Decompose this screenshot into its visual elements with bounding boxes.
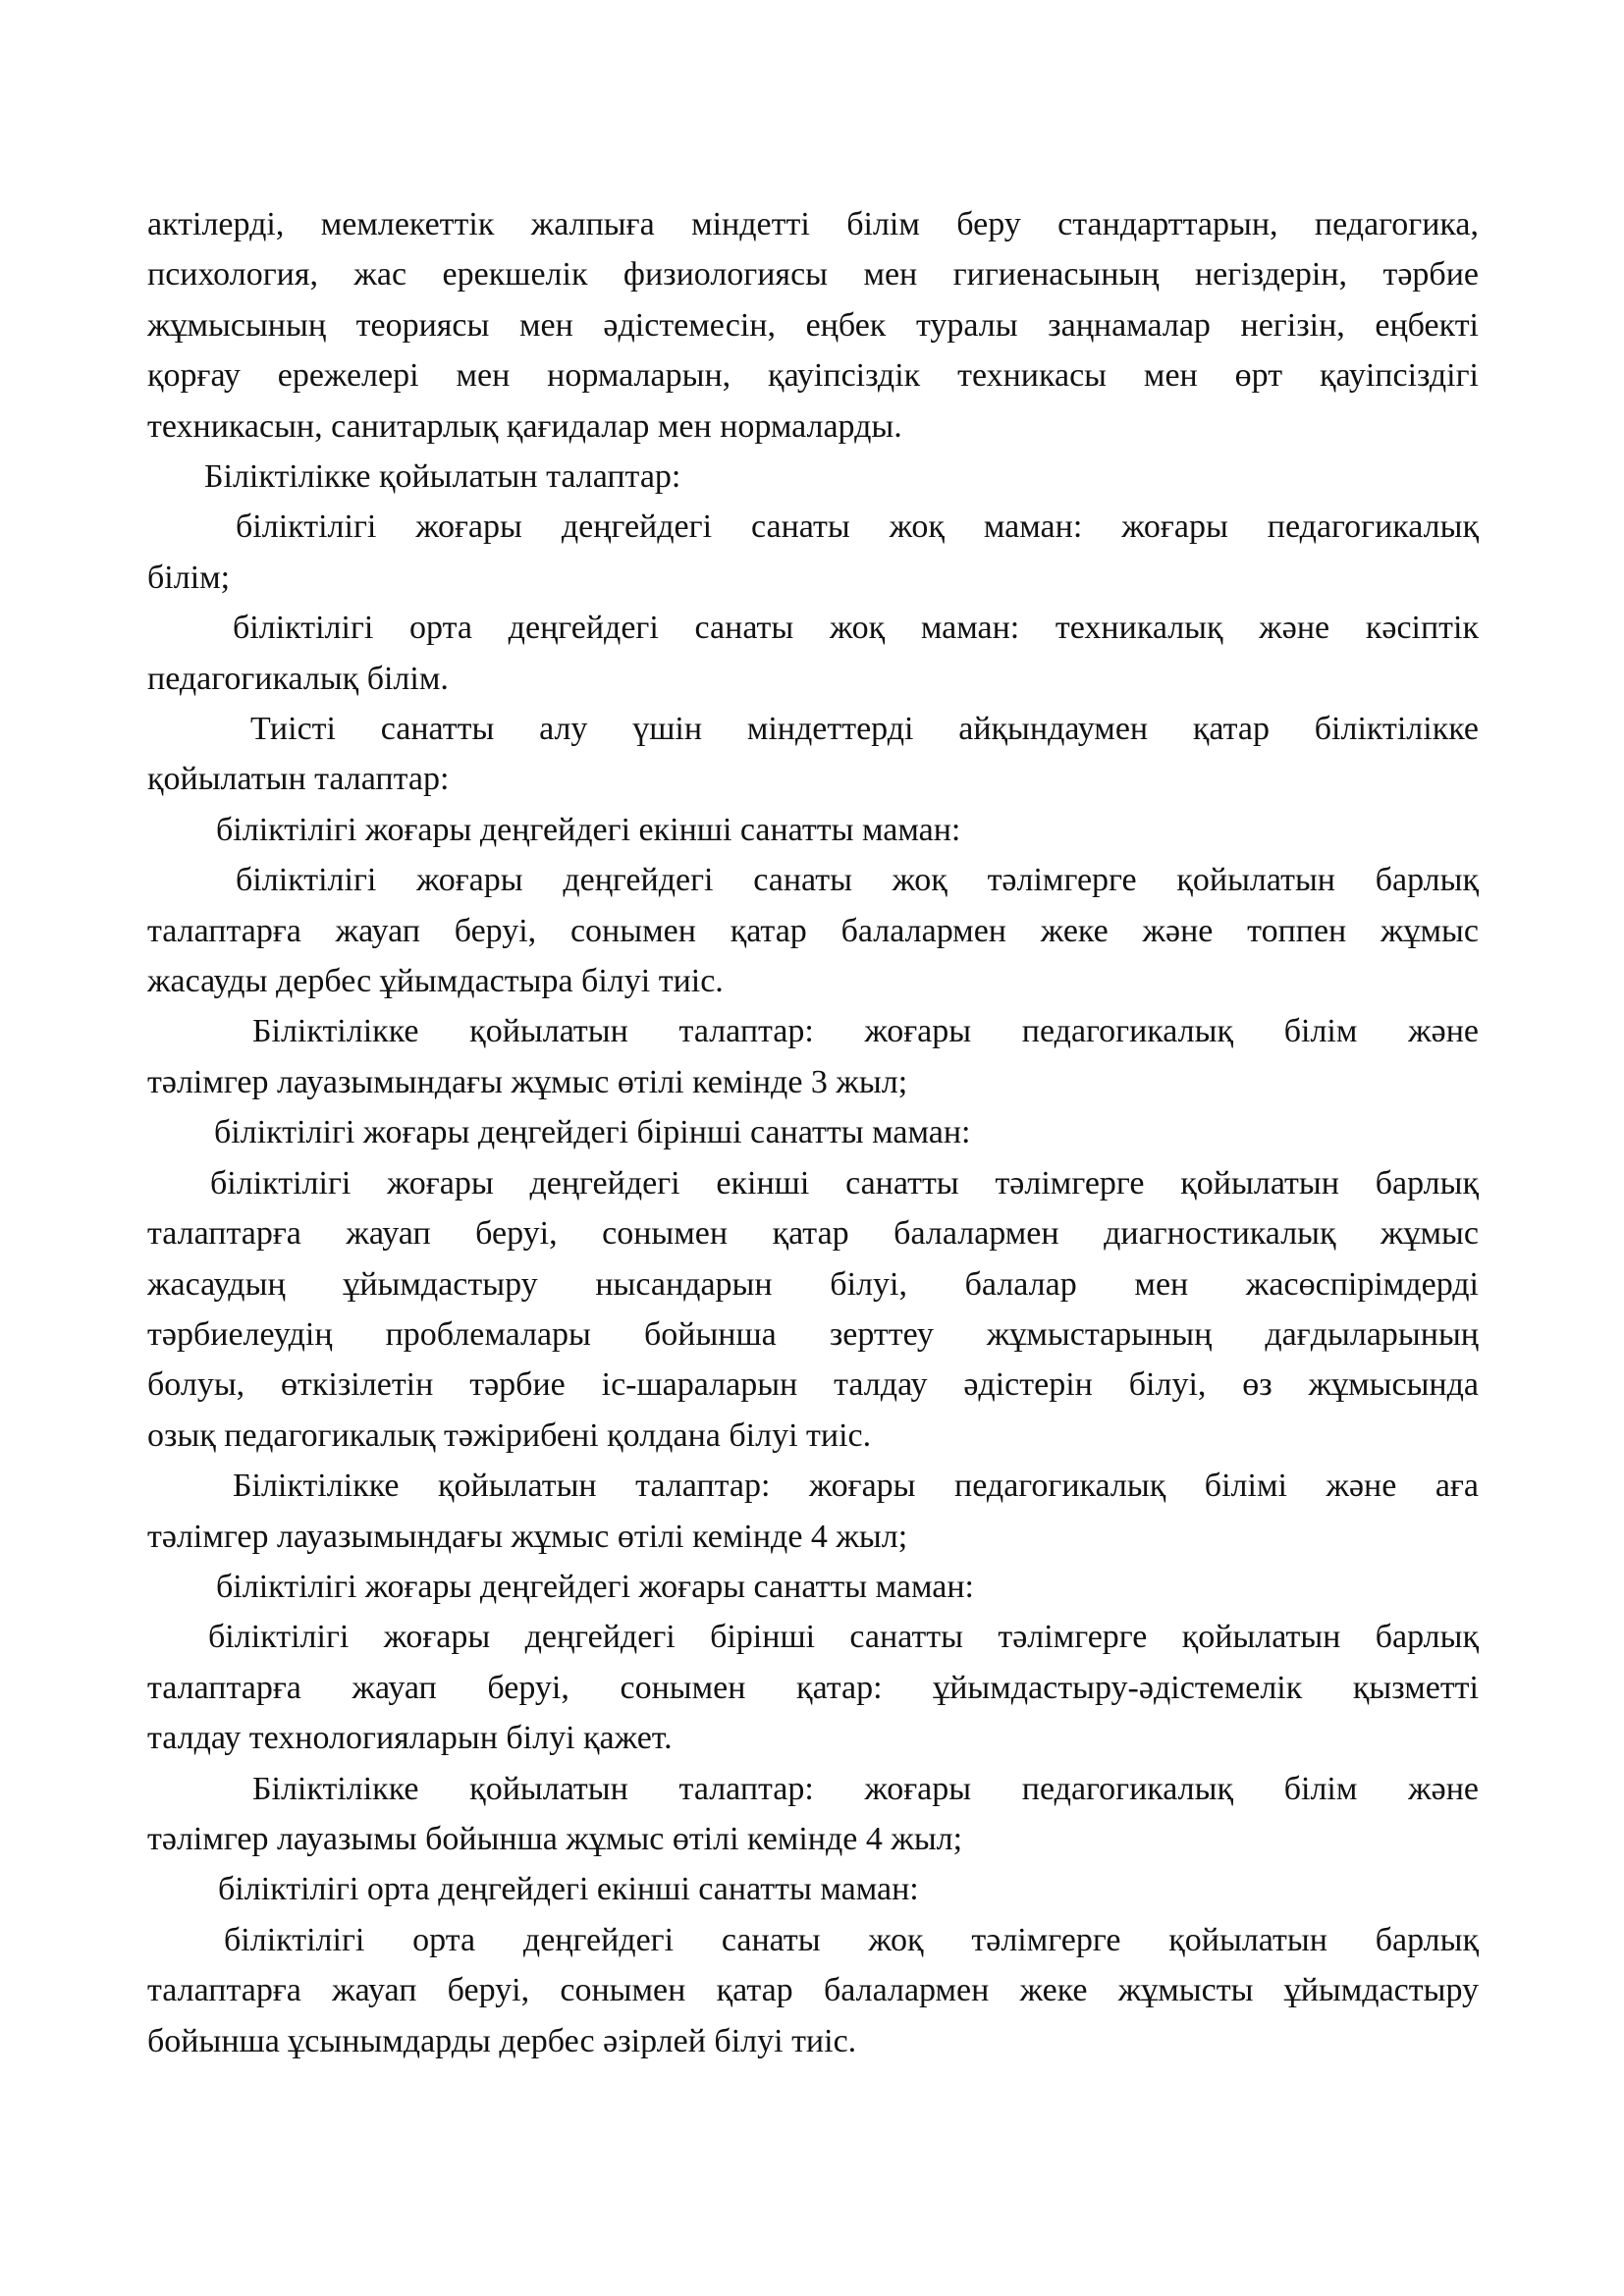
paragraph-line: озық педагогикалық тәжірибені қолдана білуі тиіс. <box>147 1417 872 1454</box>
paragraph-line: біліктілігі жоғары деңгейдегі санаты жоқ тәлімгерге қойылатын барлық <box>236 862 1479 898</box>
paragraph-line: біліктілігі жоғары деңгейдегі бірінші санатты тәлімгерге қойылатын барлық <box>208 1619 1479 1655</box>
paragraph-line: талдау технологияларын білуі қажет. <box>147 1720 673 1756</box>
paragraph-line: психология, жас ерекшелік физиологиясы мен гигиенасының негіздерін, тәрбие <box>147 256 1479 293</box>
category-heading: біліктілігі орта деңгейдегі екінші санатты маман: <box>218 1871 919 1907</box>
paragraph-line: біліктілігі орта деңгейдегі санаты жоқ маман: техникалық және кәсіптік <box>233 610 1479 646</box>
paragraph-line: жұмысының теориясы мен әдістемесін, еңбек туралы заңнамалар негізін, еңбекті <box>147 307 1479 344</box>
paragraph-line: білім; <box>147 560 231 596</box>
paragraph-line: біліктілігі жоғары деңгейдегі санаты жоқ маман: жоғары педагогикалық <box>236 508 1479 545</box>
paragraph-line: қойылатын талаптар: <box>147 761 450 797</box>
paragraph-line: техникасын, санитарлық қағидалар мен нормаларды. <box>147 408 902 445</box>
paragraph-line: талаптарға жауап беруі, сонымен қатар балалармен жеке және топпен жұмыс <box>147 913 1479 949</box>
paragraph-line: Біліктілікке қойылатын талаптар: жоғары педагогикалық білім және <box>252 1013 1479 1049</box>
paragraph-line: Тиісті санатты алу үшін міндеттерді айқындаумен қатар біліктілікке <box>250 711 1479 747</box>
paragraph-line: біліктілігі жоғары деңгейдегі екінші санатты тәлімгерге қойылатын барлық <box>210 1165 1479 1201</box>
paragraph-line: тәрбиелеудің проблемалары бойынша зерттеу жұмыстарының дағдыларының <box>147 1316 1479 1353</box>
category-heading: біліктілігі жоғары деңгейдегі екінші санатты маман: <box>216 812 961 848</box>
paragraph-line: талаптарға жауап беруі, сонымен қатар: ұйымдастыру-әдістемелік қызметті <box>147 1670 1479 1706</box>
paragraph-line: педагогикалық білім. <box>147 661 449 697</box>
paragraph-line: қорғау ережелері мен нормаларын, қауіпсіздік техникасы мен өрт қауіпсіздігі <box>147 357 1479 394</box>
paragraph-line: жасаудың ұйымдастыру нысандарын білуі, балалар мен жасөспірімдерді <box>147 1266 1479 1303</box>
paragraph-line: тәлімгер лауазымы бойынша жұмыс өтілі кемінде 4 жыл; <box>147 1821 963 1857</box>
paragraph-line: Біліктілікке қойылатын талаптар: жоғары педагогикалық білімі және аға <box>233 1468 1479 1504</box>
paragraph-line: актілерді, мемлекеттік жалпыға міндетті білім беру стандарттарын, педагогика, <box>147 206 1479 242</box>
paragraph-line: болуы, өткізілетін тәрбие іс-шараларын талдау әдістерін білуі, өз жұмысында <box>147 1366 1479 1403</box>
section-heading: Біліктілікке қойылатын талаптар: <box>204 458 681 495</box>
category-heading: біліктілігі жоғары деңгейдегі жоғары санатты маман: <box>216 1569 974 1605</box>
category-heading: біліктілігі жоғары деңгейдегі бірінші санатты маман: <box>214 1114 971 1150</box>
paragraph-line: тәлімгер лауазымындағы жұмыс өтілі кемінде 3 жыл; <box>147 1064 908 1100</box>
paragraph-line: тәлімгер лауазымындағы жұмыс өтілі кемінде 4 жыл; <box>147 1519 908 1555</box>
paragraph-line: Біліктілікке қойылатын талаптар: жоғары педагогикалық білім және <box>252 1771 1479 1807</box>
paragraph-line: бойынша ұсынымдарды дербес әзірлей білуі тиіс. <box>147 2023 857 2059</box>
paragraph-line: талаптарға жауап беруі, сонымен қатар балалармен жеке жұмысты ұйымдастыру <box>147 1972 1479 2008</box>
paragraph-line: біліктілігі орта деңгейдегі санаты жоқ тәлімгерге қойылатын барлық <box>224 1922 1479 1958</box>
paragraph-line: талаптарға жауап беруі, сонымен қатар балалармен диагностикалық жұмыс <box>147 1215 1479 1252</box>
paragraph-line: жасауды дербес ұйымдастыра білуі тиіс. <box>147 963 724 999</box>
